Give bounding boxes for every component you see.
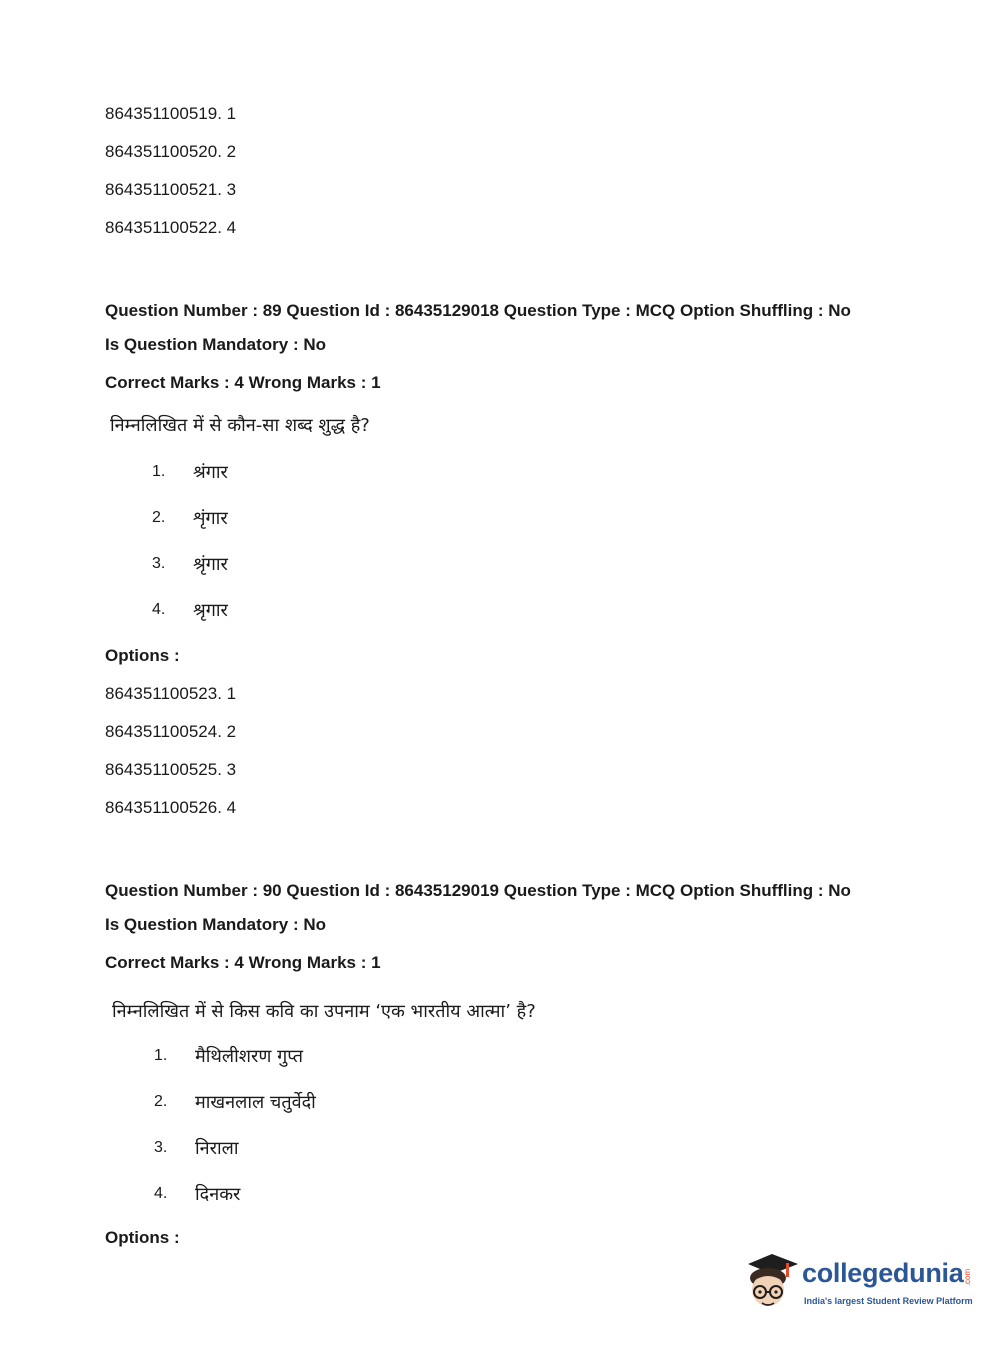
choice-text: श्रृंगार <box>193 554 228 575</box>
option-id-line: 864351100521. 3 <box>105 180 237 199</box>
question-header: Question Number : 89 Question Id : 86435129018 Question Type : MCQ Option Shuffling : No <box>105 301 851 320</box>
question-marks: Correct Marks : 4 Wrong Marks : 1 <box>105 373 381 392</box>
choice-text: निराला <box>195 1138 239 1159</box>
choice-number: 3. <box>154 1139 168 1156</box>
option-id-line: 864351100519. 1 <box>105 104 237 123</box>
choice-text: दिनकर <box>195 1184 241 1205</box>
choice-number: 1. <box>154 1047 168 1064</box>
choice-text: माखनलाल चतुर्वेदी <box>195 1092 316 1113</box>
option-id-line: 864351100524. 2 <box>105 722 237 741</box>
option-id-line: 864351100523. 1 <box>105 684 237 703</box>
question-header: Question Number : 90 Question Id : 86435129019 Question Type : MCQ Option Shuffling : No <box>105 881 851 900</box>
logo-suffix: .com <box>963 1268 973 1287</box>
options-label: Options : <box>105 1228 180 1247</box>
choice-number: 3. <box>152 555 166 572</box>
choice-text: श्रंगार <box>193 462 228 483</box>
choice-number: 4. <box>154 1185 168 1202</box>
choice-number: 2. <box>152 509 166 526</box>
option-id-line: 864351100526. 4 <box>105 798 237 817</box>
question-marks: Correct Marks : 4 Wrong Marks : 1 <box>105 953 381 972</box>
question-text: निम्नलिखित में से कौन-सा शब्द शुद्ध है? <box>110 415 370 436</box>
question-text: निम्नलिखित में से किस कवि का उपनाम ‘एक भारतीय आत्मा’ है? <box>112 1001 536 1022</box>
logo-tagline: India's largest Student Review Platform <box>804 1296 973 1306</box>
option-id-line: 864351100525. 3 <box>105 760 237 779</box>
choice-text: शृंगार <box>193 508 228 529</box>
question-mandatory: Is Question Mandatory : No <box>105 335 327 354</box>
choice-number: 4. <box>152 601 166 618</box>
choice-number: 2. <box>154 1093 168 1110</box>
choice-text: श्रृगार <box>193 600 228 621</box>
choice-number: 1. <box>152 463 166 480</box>
mascot-icon <box>742 1248 802 1312</box>
collegedunia-logo <box>742 1248 972 1312</box>
option-id-line: 864351100522. 4 <box>105 218 237 237</box>
choice-text: मैथिलीशरण गुप्त <box>195 1046 304 1067</box>
options-label: Options : <box>105 646 180 665</box>
logo-brand: collegedunia <box>802 1258 964 1288</box>
question-mandatory: Is Question Mandatory : No <box>105 915 327 934</box>
option-id-line: 864351100520. 2 <box>105 142 237 161</box>
